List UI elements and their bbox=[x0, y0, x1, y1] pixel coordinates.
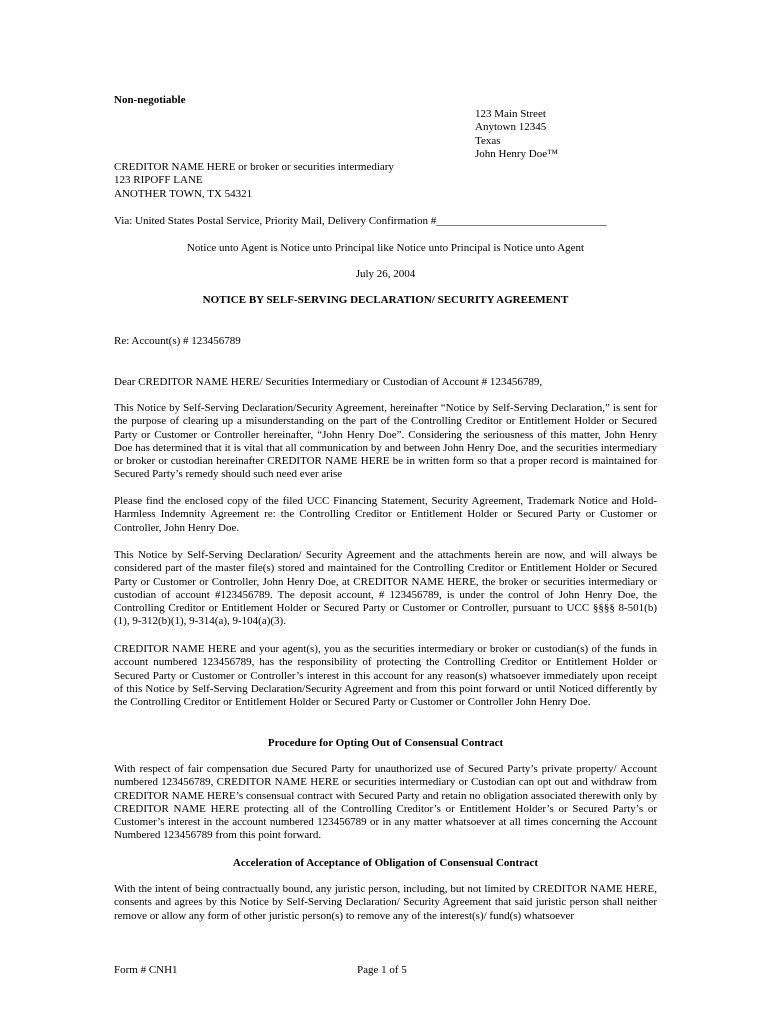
non-negotiable-label: Non-negotiable bbox=[114, 94, 186, 106]
maxim-line: Notice unto Agent is Notice unto Principal like Notice unto Principal is Notice unto Agent bbox=[186, 242, 585, 254]
sender-address bbox=[475, 108, 558, 161]
sender-line: 123 Main Street bbox=[475, 108, 546, 120]
section-heading-acceleration: Acceleration of Acceptance of Obligation of Consensual Contract bbox=[232, 857, 539, 869]
re-account-line: Re: Account(s) # 123456789 bbox=[114, 335, 241, 347]
document-date: July 26, 2004 bbox=[355, 268, 416, 280]
recipient-address bbox=[114, 161, 394, 201]
paragraph-responsibility: CREDITOR NAME HERE and your agent(s), you as the securities intermediary or broker or custodian(s) of the funds in account numbered 123456789, has the responsibility of protecting the Controlling Creditor or Entitlement Holder or Secured Party or Customer or Controller’s interest in this account for any reason(s) whatsoever immediately upon receipt of this Notice by Self-Serving Declaration/Security Agreement and from this point forward or until Noticed differently by the Controlling Creditor or Entitlement Holder or Secured Party or Customer or Controller John Henry Doe. bbox=[114, 643, 657, 709]
sender-line: Anytown 12345 bbox=[475, 121, 547, 134]
section-heading-opt-out: Procedure for Opting Out of Consensual Contract bbox=[267, 737, 504, 749]
sender-line: John Henry Doe™ bbox=[475, 147, 558, 160]
recipient-line: 123 RIPOFF LANE bbox=[114, 174, 203, 187]
footer-page-number: Page 1 of 5 bbox=[357, 964, 407, 976]
delivery-via-line: Via: United States Postal Service, Priority Mail, Delivery Confirmation #_______________________________ bbox=[114, 215, 607, 227]
paragraph-acceleration: With the intent of being contractually bound, any juristic person, including, but not limited by CREDITOR NAME HERE, consents and agrees by this Notice by Self-Serving Declaration/ Security Agreement that said juristic person shall neither remove or allow any form of other juristic person(s) to remove any of the interest(s)/ fund(s) whatsoever bbox=[114, 883, 657, 922]
salutation: Dear CREDITOR NAME HERE/ Securities Intermediary or Custodian of Account # 123456789, bbox=[114, 376, 543, 388]
footer-form-number: Form # CNH1 bbox=[114, 964, 178, 976]
sender-line: Texas bbox=[475, 134, 501, 147]
recipient-line: ANOTHER TOWN, TX 54321 bbox=[114, 187, 253, 200]
paragraph-enclosure: Please find the enclosed copy of the filed UCC Financing Statement, Security Agreement, Trademark Notice and Hold-Harmless Indemnity Agreement re: the Controlling Creditor or Entitlement Holder or Secured Party or Customer or Controller, John Henry Doe. bbox=[114, 495, 657, 534]
paragraph-opt-out: With respect of fair compensation due Secured Party for unauthorized use of Secured Party’s private property/ Account numbered 123456789, CREDITOR NAME HERE or securities intermediary or Custodian can opt out and withdraw from CREDITOR NAME HERE’s consensual contract with Secured Party and retain no obligation associated therewith only by CREDITOR NAME HERE protecting all of the Controlling Creditor’s or Entitlement Holder’s or Secured Party’s or Customer’s interest in the account numbered 123456789 or in any matter whatsoever at all times concerning the Account Numbered 123456789 from this point forward. bbox=[114, 763, 657, 842]
recipient-line: CREDITOR NAME HERE or broker or securities intermediary bbox=[114, 161, 394, 173]
paragraph-intro: This Notice by Self-Serving Declaration/Security Agreement, hereinafter “Notice by Self-Serving Declaration,” is sent for the purpose of clearing up a misunderstanding on the part of the Controlling Creditor or Entitlement Holder or Secured Party or Customer or Controller hereinafter, “John Henry Doe”. Considering the seriousness of this matter, John Henry Doe has determined that it is vital that all communication by and between John Henry Doe, and the securities intermediary or broker or custodian hereinafter CREDITOR NAME HERE be in written form so that a proper record is maintained for Secured Party’s remedy should such need ever arise bbox=[114, 402, 657, 481]
paragraph-master-file: This Notice by Self-Serving Declaration/ Security Agreement and the attachments herein are now, and will always be considered part of the master file(s) stored and maintained for the Controlling Creditor or Entitlement Holder or Secured Party or Customer or Controller, John Henry Doe, at CREDITOR NAME HERE, the broker or securities intermediary or custodian of account #123456789. The deposit account, # 123456789, is under the control of John Henry Doe, the Controlling Creditor or Entitlement Holder or Secured Party or Customer or Controller, pursuant to UCC §§§§ 8-501(b)(1), 9-312(b)(1), 9-314(a), 9-104(a)(3). bbox=[114, 549, 657, 628]
document-title: NOTICE BY SELF-SERVING DECLARATION/ SECURITY AGREEMENT bbox=[202, 294, 569, 306]
